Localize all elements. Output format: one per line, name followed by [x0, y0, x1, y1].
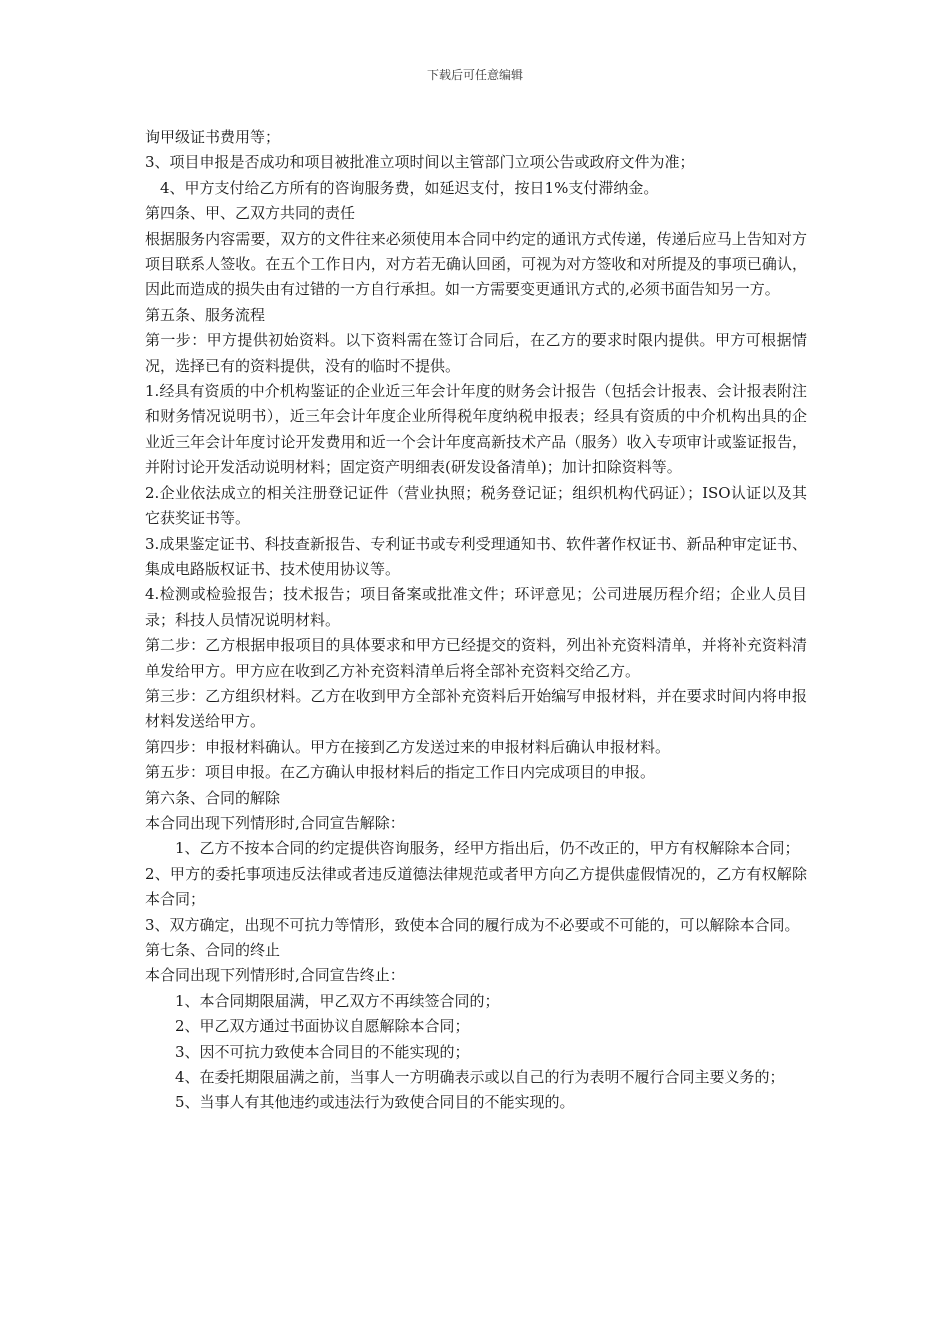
section-heading: 第六条、合同的解除	[145, 788, 281, 807]
list-item: 3.成果鉴定证书、科技查新报告、专利证书或专利受理通知书、软件著作权证书、新品种审定证书、集成电路版权证书、技术使用协议等。	[145, 534, 807, 578]
step-paragraph: 第一步：甲方提供初始资料。以下资料需在签订合同后，在乙方的要求时限内提供。甲方可根据情况，选择已有的资料提供，没有的临时不提供。	[145, 331, 807, 375]
paragraph-continuation: 询甲级证书费用等；	[145, 128, 281, 146]
step-paragraph: 第五步：项目申报。在乙方确认申报材料后的指定工作日内完成项目的申报。	[145, 763, 656, 782]
step-paragraph: 第四步：申报材料确认。甲方在接到乙方发送过来的申报材料后确认申报材料。	[145, 737, 671, 756]
list-item: 2.企业依法成立的相关注册登记证件（营业执照；税务登记证；组织机构代码证）；ISO认证以及其它获奖证书等。	[145, 483, 807, 528]
step-paragraph: 第二步：乙方根据申报项目的具体要求和甲方已经提交的资料，列出补充资料清单，并将补充资料清单发给甲方。甲方应在收到乙方补充资料清单后将全部补充资料交给乙方。	[145, 636, 807, 680]
paragraph: 本合同出现下列情形时,合同宣告解除：	[145, 813, 405, 832]
section-heading: 第七条、合同的终止	[145, 941, 281, 959]
paragraph: 根据服务内容需要，双方的文件往来必须使用本合同中约定的通讯方式传递，传递后应马上告知对方项目联系人签收。在五个工作日内，对方若无确认回函，可视为对方签收和对所提及的事项已确认，因此而造成的损失由有过错的一方自行承担。如一方需要变更通讯方式的,必须书面告知另一方。	[145, 229, 807, 299]
step-paragraph: 第三步：乙方组织材料。乙方在收到甲方全部补充资料后开始编写申报材料，并在要求时间内将申报材料发送给甲方。	[145, 686, 807, 731]
clause-item: 3、因不可抗力致使本合同目的不能实现的；	[175, 1042, 470, 1061]
clause-item: 1、本合同期限届满，甲乙双方不再续签合同的；	[175, 991, 500, 1010]
clause-item: 3、项目申报是否成功和项目被批准立项时间以主管部门立项公告或政府文件为准；	[145, 153, 695, 172]
clause-item: 4、在委托期限届满之前，当事人一方明确表示或以自己的行为表明不履行合同主要义务的；	[175, 1068, 785, 1087]
clause-item: 2、甲方的委托事项违反法律或者违反道德法律规范或者甲方向乙方提供虚假情况的，乙方有权解除本合同；	[145, 864, 807, 909]
list-item: 4.检测或检验报告；技术报告；项目备案或批准文件；环评意见；公司进展历程介绍；企业人员目录；科技人员情况说明材料。	[145, 585, 807, 629]
clause-item: 5、当事人有其他违约或违法行为致使合同目的不能实现的。	[175, 1093, 575, 1112]
document-body	[145, 125, 807, 1116]
list-item: 1.经具有资质的中介机构鉴证的企业近三年会计年度的财务会计报告（包括会计报表、会计报表附注和财务情况说明书），近三年会计年度企业所得税年度纳税申报表；经具有资质的中介机构出具的企业近三年会计年度讨论开发费用和近一个会计年度高新技术产品（服务）收入专项审计或鉴证报告，并附讨论开发活动说明材料；固定资产明细表(研发设备清单)；加计扣除资料等。	[145, 382, 807, 477]
clause-item: 4、甲方支付给乙方所有的咨询服务费，如延迟支付，按日1%支付滞纳金。	[160, 178, 659, 197]
page-header: 下载后可任意编辑	[426, 68, 523, 82]
clause-item: 2、甲乙双方通过书面协议自愿解除本合同；	[175, 1017, 470, 1036]
clause-item: 1、乙方不按本合同的约定提供咨询服务，经甲方指出后，仍不改正的，甲方有权解除本合同；	[175, 839, 800, 858]
section-heading: 第四条、甲、乙双方共同的责任	[145, 204, 356, 223]
clause-item: 3、双方确定，出现不可抗力等情形，致使本合同的履行成为不必要或不可能的，可以解除本合同。	[145, 915, 800, 934]
paragraph: 本合同出现下列情形时,合同宣告终止：	[145, 966, 405, 985]
section-heading: 第五条、服务流程	[145, 305, 266, 324]
